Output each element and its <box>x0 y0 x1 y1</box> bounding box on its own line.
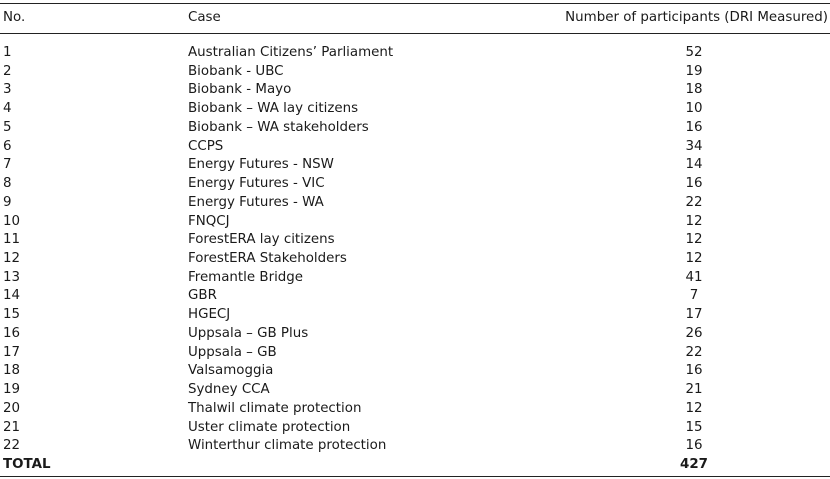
row-participants: 26 <box>685 325 703 341</box>
row-case: GBR <box>188 288 217 304</box>
row-case: Uster climate protection <box>188 419 351 435</box>
row-case: HGECJ <box>188 307 231 323</box>
row-no: 14 <box>3 288 21 304</box>
row-participants: 41 <box>685 269 703 285</box>
row-no: 21 <box>3 419 21 435</box>
table-row <box>0 344 830 363</box>
table-header-row <box>0 9 830 28</box>
table-row <box>0 81 830 100</box>
table-row <box>0 419 830 438</box>
row-no: 16 <box>3 325 21 341</box>
row-participants: 16 <box>685 438 703 454</box>
total-participants: 427 <box>680 457 708 473</box>
row-case: CCPS <box>188 138 224 154</box>
header-participants: Number of participants (DRI Measured) <box>565 10 828 25</box>
row-case: ForestERA lay citizens <box>188 232 335 248</box>
table-total-row <box>0 456 830 475</box>
table-row <box>0 156 830 175</box>
table-row <box>0 138 830 157</box>
header-case: Case <box>188 10 221 25</box>
row-case: Biobank – WA lay citizens <box>188 101 359 117</box>
row-no: 2 <box>3 63 12 79</box>
row-case: ForestERA Stakeholders <box>188 251 347 267</box>
table-row <box>0 437 830 456</box>
row-case: FNQCJ <box>188 213 230 229</box>
table-row <box>0 119 830 138</box>
row-no: 17 <box>3 344 21 360</box>
row-case: Energy Futures - NSW <box>188 157 334 173</box>
row-case: Sydney CCA <box>188 382 270 398</box>
row-participants: 22 <box>685 344 703 360</box>
table-row <box>0 231 830 250</box>
row-participants: 16 <box>685 119 703 135</box>
row-participants: 15 <box>685 419 703 435</box>
header-no: No. <box>3 10 26 25</box>
row-case: Fremantle Bridge <box>188 269 304 285</box>
row-no: 7 <box>3 157 12 173</box>
row-no: 9 <box>3 194 12 210</box>
row-no: 12 <box>3 251 21 267</box>
table-row <box>0 400 830 419</box>
row-case: Biobank - Mayo <box>188 82 292 98</box>
row-participants: 19 <box>685 63 703 79</box>
row-case: Biobank - UBC <box>188 63 284 79</box>
table-row <box>0 213 830 232</box>
table-row <box>0 269 830 288</box>
row-no: 13 <box>3 269 21 285</box>
row-participants: 22 <box>685 194 703 210</box>
row-no: 18 <box>3 363 21 379</box>
row-no: 15 <box>3 307 21 323</box>
row-participants: 7 <box>689 288 699 304</box>
row-participants: 16 <box>685 363 703 379</box>
row-no: 5 <box>3 119 12 135</box>
row-case: Valsamoggia <box>188 363 274 379</box>
row-no: 1 <box>3 45 12 60</box>
row-no: 22 <box>3 438 21 454</box>
row-case: Energy Futures - VIC <box>188 176 325 192</box>
table-bottom-rule <box>0 476 830 477</box>
table-row <box>0 362 830 381</box>
row-participants: 10 <box>685 101 703 117</box>
row-no: 4 <box>3 101 12 117</box>
row-case: Winterthur climate protection <box>188 438 387 454</box>
row-participants: 14 <box>685 157 703 173</box>
table-top-rule <box>0 3 830 4</box>
row-no: 20 <box>3 400 21 416</box>
row-case: Biobank – WA stakeholders <box>188 119 369 135</box>
row-case: Energy Futures - WA <box>188 194 324 210</box>
row-participants: 52 <box>685 45 703 60</box>
row-participants: 34 <box>685 138 703 154</box>
table-row <box>0 100 830 119</box>
row-no: 11 <box>3 232 21 248</box>
row-participants: 12 <box>685 251 703 267</box>
row-participants: 18 <box>685 82 703 98</box>
table-row <box>0 44 830 63</box>
row-participants: 12 <box>685 213 703 229</box>
row-participants: 17 <box>685 307 703 323</box>
row-participants: 21 <box>685 382 703 398</box>
row-case: Australian Citizens’ Parliament <box>188 45 394 60</box>
row-participants: 12 <box>685 232 703 248</box>
table-row <box>0 306 830 325</box>
row-participants: 16 <box>685 176 703 192</box>
table-header-rule <box>0 33 830 34</box>
row-case: Uppsala – GB <box>188 344 277 360</box>
table-row <box>0 325 830 344</box>
row-case: Thalwil climate protection <box>188 400 362 416</box>
row-no: 8 <box>3 176 12 192</box>
row-no: 19 <box>3 382 21 398</box>
row-no: 6 <box>3 138 12 154</box>
row-participants: 12 <box>685 400 703 416</box>
table-row <box>0 63 830 82</box>
table-row <box>0 175 830 194</box>
table-row <box>0 194 830 213</box>
total-label: TOTAL <box>3 457 51 473</box>
row-case: Uppsala – GB Plus <box>188 325 309 341</box>
table-row <box>0 287 830 306</box>
table-row <box>0 250 830 269</box>
table-row <box>0 381 830 400</box>
row-no: 3 <box>3 82 12 98</box>
row-no: 10 <box>3 213 21 229</box>
